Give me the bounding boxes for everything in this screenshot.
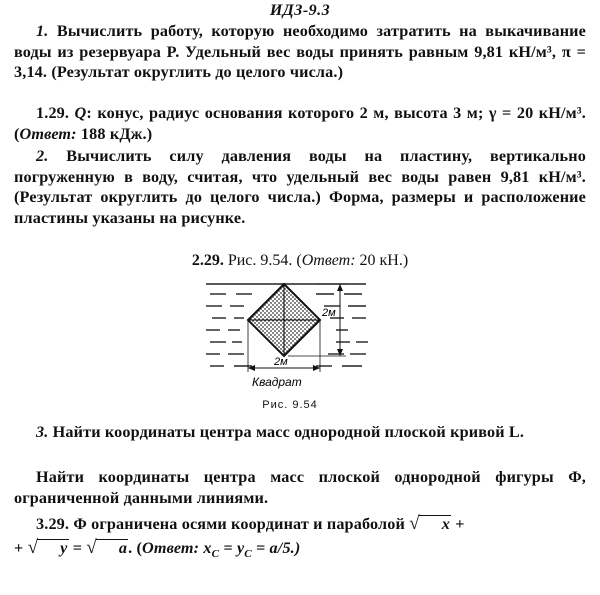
task-3-text: Найти координаты центра масс однородной плоской кривой L.	[52, 423, 525, 441]
shape-label: Квадрат	[252, 375, 302, 389]
task-3-text-2: Найти координаты центра масс плоской однородной фигуры Φ, ограниченной данными линиями.	[14, 468, 586, 507]
sqrt-y: y	[37, 539, 68, 556]
task-1-29-text: : конус, радиус основания которого 2 м, высота 3 м; γ = 20 кН/м³. (	[14, 104, 586, 143]
task-2-paragraph	[14, 146, 586, 228]
task-3-number: 3.	[36, 423, 49, 441]
task-2-29-number: 2.29.	[191, 252, 224, 269]
equals: =	[72, 539, 83, 557]
dim-vertical-label: 2м	[322, 307, 336, 319]
sqrt-a: a	[96, 539, 128, 556]
task-1-text: Вычислить работу, которую необходимо затратить на выкачивание воды из резервуара P. Удельный вес воды принять равным 9,81 кН/м³, π = 3,14. (Результат округлить до целого числа.)	[14, 22, 586, 81]
task-2-29-answer-label: Ответ:	[301, 252, 356, 269]
task-3-29-number: 3.29.	[36, 515, 70, 533]
task-1-29-answer: 188 кДж.)	[76, 124, 153, 143]
task-1-paragraph	[14, 21, 586, 83]
answer-end: = a/5.)	[251, 539, 301, 557]
task-3-paragraph	[14, 422, 586, 443]
task-2-29-text: Рис. 9.54. (	[227, 252, 302, 269]
figure-caption: Рис. 9.54	[262, 399, 318, 411]
plus-1: +	[455, 515, 465, 533]
task-3-29-text: Φ ограничена осями координат и параболой	[73, 515, 405, 533]
answer-open: . (	[128, 539, 143, 557]
task-2-29-answer: 20 кН.)	[355, 252, 409, 269]
task-3-subparagraph	[14, 467, 586, 508]
task-2-number: 2.	[36, 147, 49, 165]
figure-square-plate	[196, 276, 376, 416]
task-1-number: 1.	[36, 22, 49, 40]
plus-2: +	[14, 539, 24, 557]
task-1-29-q: Q	[74, 104, 87, 122]
task-3-29-answer-label: Ответ:	[142, 539, 200, 557]
task-1-29-paragraph	[14, 103, 586, 144]
task-2-29-line	[0, 252, 600, 270]
answer-xc: x	[203, 539, 212, 557]
answer-mid: = y	[219, 539, 245, 557]
task-3-29-paragraph: 3.29. Φ ограничена осями координат и параболой √ x + + √ y = √ a. (Ответ: $x_C = y_C = a/5$.)	[14, 513, 465, 561]
task-1-29-answer-label: Ответ:	[19, 124, 77, 143]
answer-sub-c1: C	[211, 548, 220, 561]
sqrt-x: x	[419, 515, 451, 532]
dim-horizontal-label: 2м	[274, 356, 288, 368]
answer-sub-c2: C	[244, 548, 252, 561]
task-1-29-number: 1.29.	[36, 104, 70, 122]
page-title: ИДЗ-9.3	[269, 2, 331, 19]
task-2-text: Вычислить силу давления воды на пластину, вертикально погруженную в воду, считая, что удельный вес воды равен 9,81 кН/м³. (Результат округлить до целого числа.) Форма, размеры и расположение пластины указаны на рисунке.	[14, 147, 586, 227]
